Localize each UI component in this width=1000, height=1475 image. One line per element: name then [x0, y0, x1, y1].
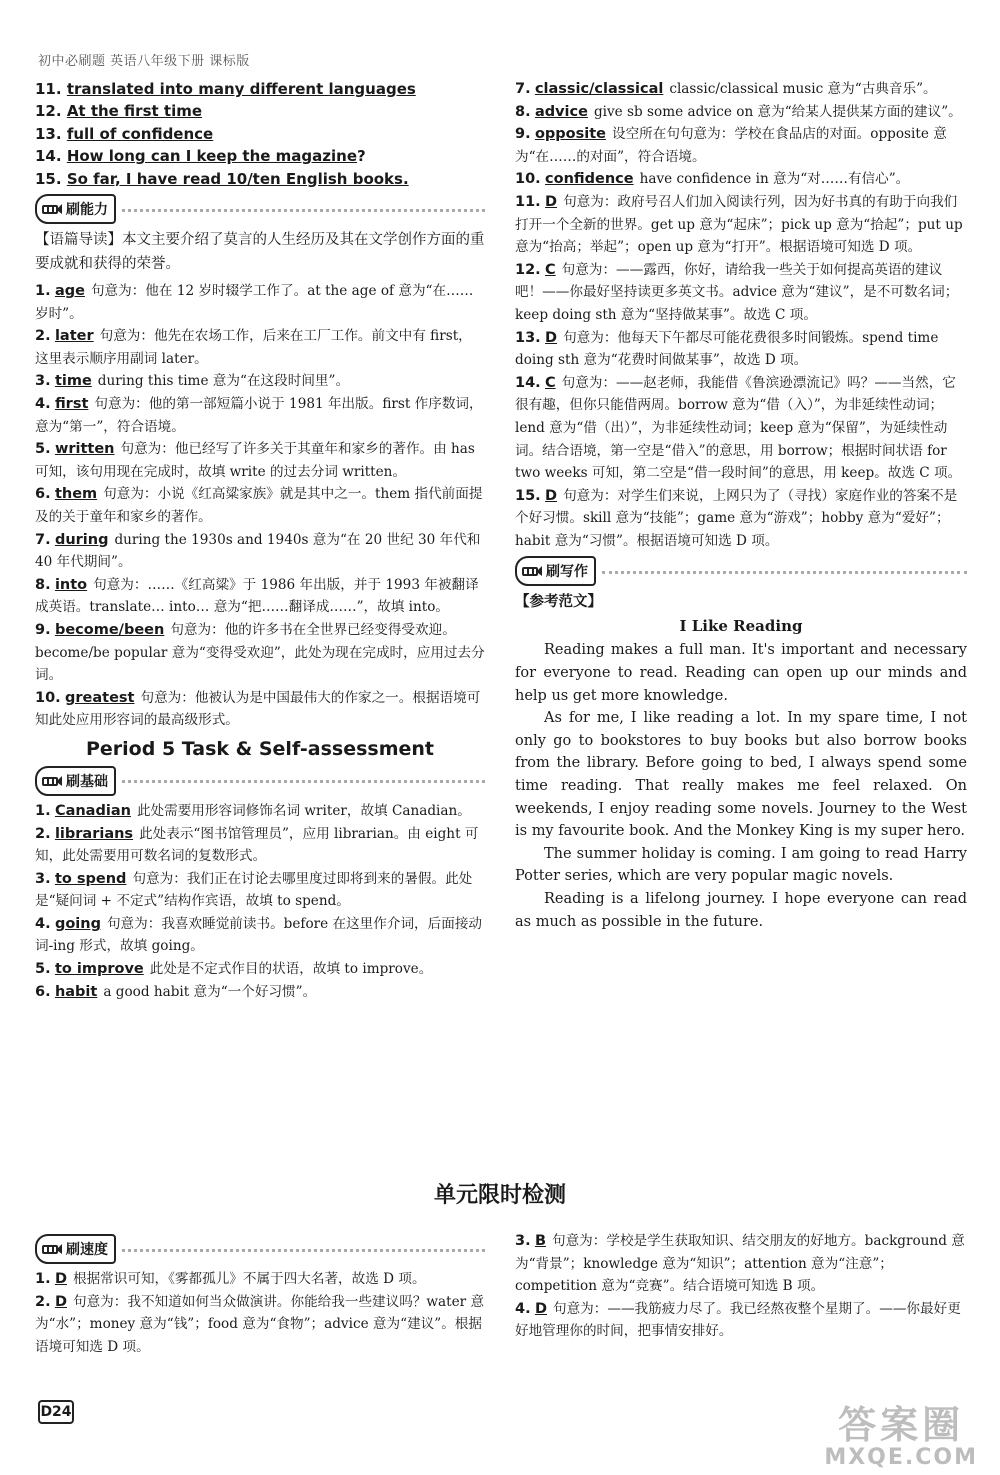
sentence-answer: 12. At the first time [35, 102, 203, 121]
answer-item: 1. age 句意为：他在 12 岁时辍学工作了。at the age of 意为“在……岁时”。 [35, 283, 474, 322]
answer-item: 10. greatest 句意为：他被认为是中国最伟大的作家之一。根据语境可知此处应用形容词的最高级形式。 [35, 689, 481, 729]
site-watermark: 答案圈 MXQE.COM [824, 1403, 978, 1470]
answer-item: 1. Canadian 此处需要用形容词修饰名词 writer，故填 Canadian。 [35, 802, 471, 819]
essay-paragraph: Reading makes a full man. It's important and necessary for everyone to read. Reading can open up our minds and help us get more knowledge. [515, 642, 967, 704]
answer-item: 15. D 句意为：对学生们来说，上网只为了（寻找）家庭作业的答案不是个好习惯。skill 意为“技能”；game 意为“游戏”；hobby 意为“爱好”；habit 意为“习惯”。根据语境可知选 D 项。 [515, 487, 958, 549]
answer-item: 5. to improve 此处是不定式作目的状语，故填 to improve。 [35, 961, 433, 978]
sentence-answer: 11. translated into many different languages [35, 80, 416, 98]
ability-answers [35, 280, 485, 732]
basic-answers [35, 800, 485, 1003]
section-tag-basics: 刷基础 [35, 766, 485, 796]
left-column [35, 78, 485, 1003]
essay-paragraph: The summer holiday is coming. I am going to read Harry Potter series, which are very popular magic novels. [515, 845, 967, 885]
answer-item: 9. opposite 设空所在句句意为：学校在食品店的对面。opposite 意为“在……的对面”，符合语境。 [515, 126, 947, 165]
sentence-answer: 14. How long can I keep the magazine? [35, 147, 366, 166]
answer-item: 3. time during this time 意为“在这段时间里”。 [35, 373, 350, 390]
answer-item: 4. first 句意为：他的第一部短篇小说于 1981 年出版。first 作序数词，意为“第一”，符合语境。 [35, 396, 483, 435]
brush-icon [41, 772, 63, 790]
brush-icon [521, 562, 543, 580]
answer-item: 2. librarians 此处表示“图书馆管理员”，应用 librarian。由 eight 可知，此处需要用可数名词的复数形式。 [35, 825, 479, 865]
running-header: 初中必刷题 英语八年级下册 课标版 [38, 54, 250, 69]
section-tag-writing: 刷写作 [515, 556, 967, 586]
answer-item: 10. confidence have confidence in 意为“对……有信心”。 [515, 171, 910, 188]
dotted-rule [602, 571, 967, 574]
answer-item: 8. advice give sb some advice on 意为“给某人提供某方面的建议”。 [515, 103, 962, 120]
period-title: Period 5 Task & Self-assessment [85, 737, 434, 760]
answer-item: 4. going 句意为：我喜欢睡觉前读书。before 在这里作介词，后面接动词-ing 形式，故填 going。 [35, 915, 483, 955]
unit-test-title: 单元限时检测 [433, 1183, 566, 1208]
sentence-answer: 15. So far, I have read 10/ten English books. [35, 169, 409, 188]
brush-icon [41, 200, 63, 218]
dotted-rule [122, 1249, 485, 1252]
brush-icon [41, 1240, 63, 1258]
answer-item: 6. them 句意为：小说《红高粱家族》就是其中之一。them 指代前面提及的关于童年和家乡的著作。 [35, 486, 483, 525]
answer-item: 3. B 句意为：学校是学生获取知识、结交朋友的好地方。background 意为“背景”；knowledge 意为“知识”；attention 意为“注意”；competition 意为“竞赛”。结合语境可知选 B 项。 [515, 1233, 965, 1295]
sentence-answer: 13. full of confidence [35, 124, 214, 143]
right-answers [515, 78, 967, 552]
answer-item: 4. D 句意为：——我筋疲力尽了。我已经熬夜整个星期了。——你最好更好地管理你的时间，把事情安排好。 [515, 1300, 961, 1340]
answer-item: 14. C 句意为：——赵老师，我能借《鲁滨逊漂流记》吗？——当然，它很有趣，但你只能借两周。borrow 意为“借（入）”，为非延续性动词；lend 意为“借（出）”，为非延续性动词；keep 意为“保留”，为延续性动词。结合语境，第一空是“借入”的意思，用 borrow；根据时间状语 for two weeks 可知，第二空是“借一段时间”的意思，用 keep。故选 C 项。 [515, 374, 962, 482]
answer-item: 1. D 根据常识可知，《雾都孤儿》不属于四大名著，故选 D 项。 [35, 1271, 426, 1287]
answer-item: 7. classic/classical classic/classical music 意为“古典音乐”。 [515, 81, 937, 97]
answer-item: 8. into 句意为：……《红高粱》于 1986 年出版，并于 1993 年被翻译成英语。translate… into… 意为“把……翻译成……”，故填 into。 [35, 576, 479, 616]
essay-title: I Like Reading [679, 617, 803, 636]
speed-left-column [35, 1230, 485, 1358]
right-column [515, 78, 967, 933]
dotted-rule [122, 780, 485, 783]
answer-item: 2. D 句意为：我不知道如何当众做演讲。你能给我一些建议吗？water 意为“水”；money 意为“钱”；food 意为“食物”；advice 意为“建议”。根据语境可知选 D 项。 [35, 1293, 485, 1355]
sentence-answers [35, 78, 485, 190]
section-tag-speed: 刷速度 [35, 1234, 485, 1264]
reference-label: 【参考范文】 [515, 593, 602, 611]
essay-paragraph: As for me, I like reading a lot. In my spare time, I not only go to bookstores to buy books but also borrow books from the library. Before going to bed, I always spend some time reading. That really makes me feel relaxed. On weekends, I enjoy reading some novels. Journey to the West is my favourite book. And the Monkey King is my super hero. [515, 710, 967, 840]
answer-item: 12. C 句意为：——露西，你好，请给我一些关于如何提高英语的建议吧！——你最好坚持读更多英文书。advice 意为“建议”，是不可数名词；keep doing sth 意为“坚持做某事”。故选 C 项。 [515, 261, 959, 323]
answer-item: 2. later 句意为：他先在农场工作，后来在工厂工作。前文中有 first，这里表示顺序用副词 later。 [35, 328, 472, 367]
answer-item: 7. during during the 1930s and 1940s 意为“在 20 世纪 30 年代和 40 年代期间”。 [35, 531, 481, 571]
answer-item: 13. D 句意为：他每天下午都尽可能花费很多时间锻炼。spend time doing sth 意为“花费时间做某事”，故选 D 项。 [515, 329, 939, 369]
answer-item: 5. written 句意为：他已经写了许多关于其童年和家乡的著作。由 has 可知，该句用现在完成时，故填 write 的过去分词 written。 [35, 441, 475, 480]
dotted-rule [122, 209, 485, 212]
speed-right-column [515, 1230, 967, 1343]
answer-item: 6. habit a good habit 意为“一个好习惯”。 [35, 983, 317, 1000]
reading-guide: 【语篇导读】本文主要介绍了莫言的人生经历及其在文学创作方面的重要成就和获得的荣誉。 [35, 232, 485, 273]
answer-item: 3. to spend 句意为：我们正在讨论去哪里度过即将到来的暑假。此处是“疑问词 + 不定式”结构作宾语，故填 to spend。 [35, 870, 473, 910]
essay-body [515, 639, 967, 933]
essay-paragraph: Reading is a lifelong journey. I hope everyone can read as much as possible in the future. [515, 891, 967, 930]
answer-item: 9. become/been 句意为：他的许多书在全世界已经变得受欢迎。become/be popular 意为“变得受欢迎”，此处为现在完成时，应用过去分词。 [35, 621, 485, 684]
page-number: D24 [38, 1400, 74, 1424]
answer-item: 11. D 句意为：政府号召人们加入阅读行列，因为好书真的有助于向我们打开一个全新的世界。get up 意为“起床”；pick up 意为“拾起”；put up 意为“抬高；举起”；open up 意为“打开”。根据语境可知选 D 项。 [515, 193, 963, 256]
section-tag-ability: 刷能力 [35, 194, 485, 224]
